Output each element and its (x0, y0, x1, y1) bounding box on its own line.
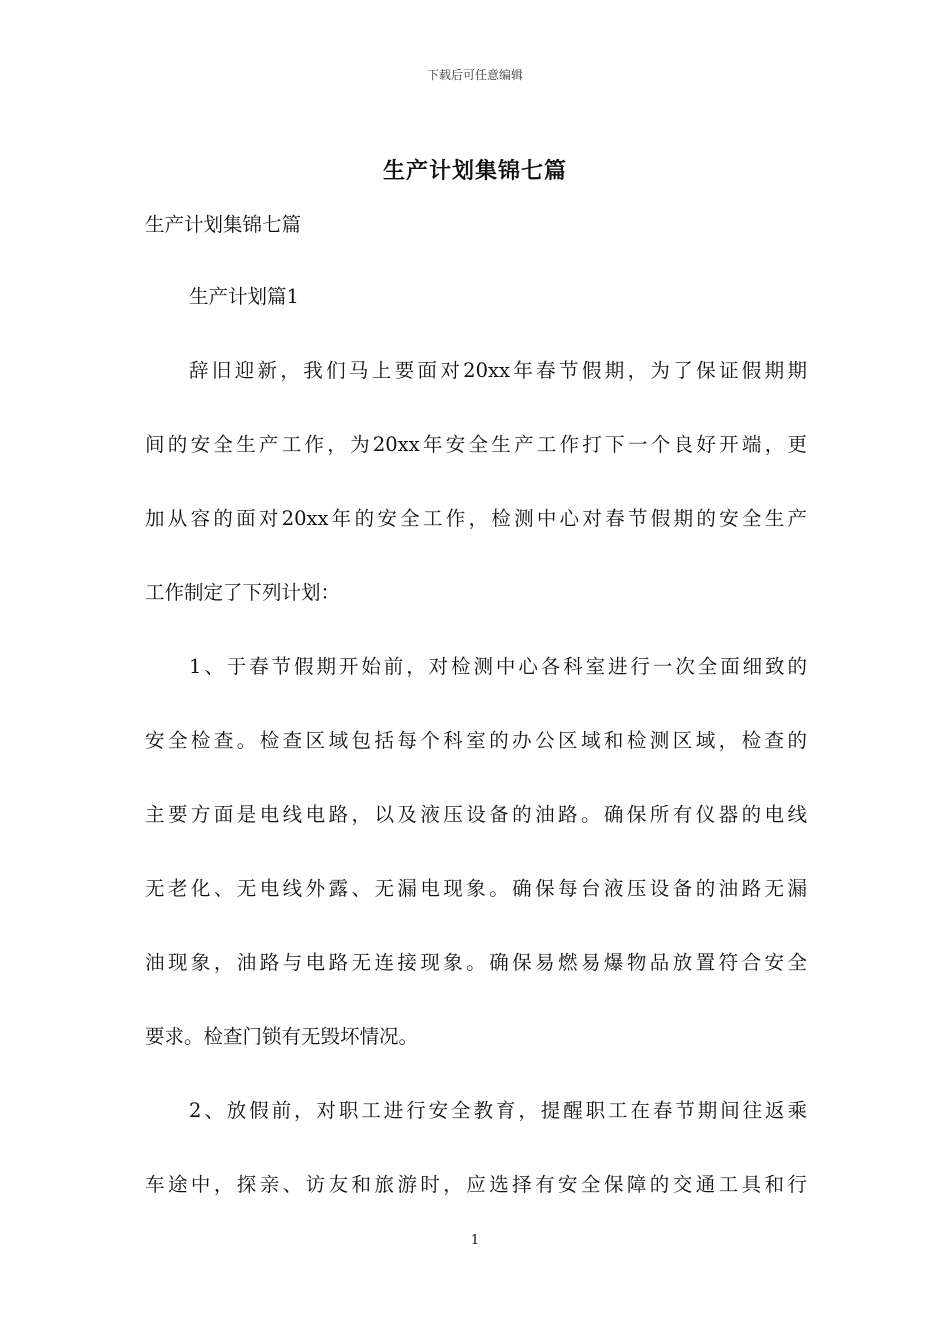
paragraph-line: 间的安全生产工作，为20xx年安全生产工作打下一个良好开端，更 (145, 433, 807, 456)
document-body (145, 205, 807, 1239)
section-heading: 生产计划篇1 (189, 285, 299, 308)
paragraph-line: 工作制定了下列计划： (145, 581, 341, 604)
header-note: 下载后可任意编辑 (426, 68, 523, 82)
document-title: 生产计划集锦七篇 (382, 158, 567, 184)
paragraph-line: 油现象，油路与电路无连接现象。确保易燃易爆物品放置符合安全 (145, 951, 807, 974)
paragraph-line: 2、放假前，对职工进行安全教育，提醒职工在春节期间往返乘 (189, 1099, 807, 1122)
paragraph-line: 加从容的面对20xx年的安全工作，检测中心对春节假期的安全生产 (145, 507, 807, 530)
paragraph-line: 无老化、无电线外露、无漏电现象。确保每台液压设备的油路无漏 (145, 877, 807, 900)
page-number: 1 (470, 1233, 480, 1248)
paragraph-line: 车途中，探亲、访友和旅游时，应选择有安全保障的交通工具和行 (145, 1173, 807, 1196)
paragraph-line: 辞旧迎新，我们马上要面对20xx年春节假期，为了保证假期期 (189, 359, 807, 382)
paragraph-line: 安全检查。检查区域包括每个科室的办公区域和检测区域，检查的 (145, 729, 807, 752)
document-subtitle: 生产计划集锦七篇 (145, 213, 302, 236)
paragraph-line: 主要方面是电线电路，以及液压设备的油路。确保所有仪器的电线 (145, 803, 807, 826)
paragraph-line: 要求。检查门锁有无毁坏情况。 (145, 1025, 419, 1048)
paragraph-line: 1、于春节假期开始前，对检测中心各科室进行一次全面细致的 (189, 655, 807, 678)
